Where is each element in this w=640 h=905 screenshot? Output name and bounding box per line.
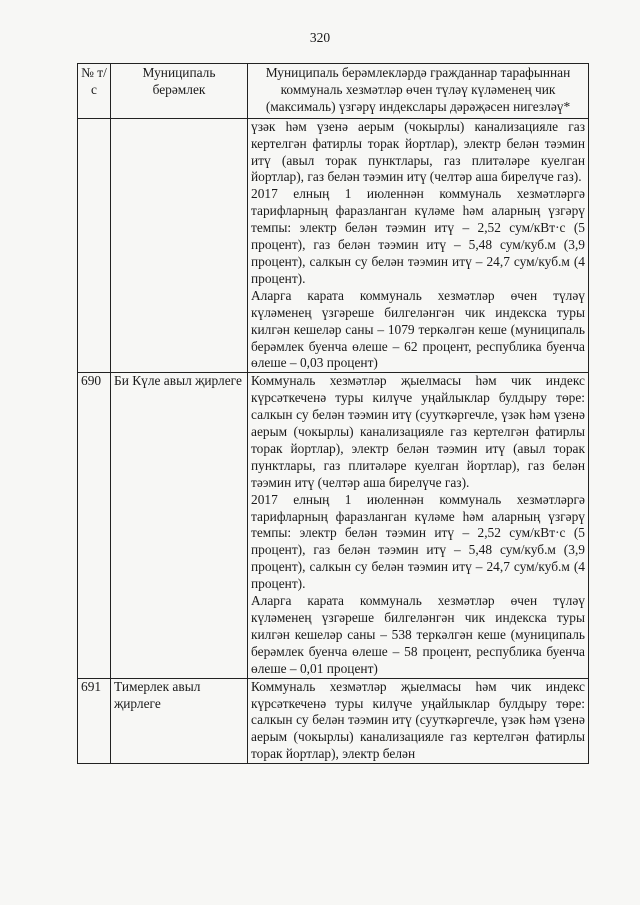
row-description xyxy=(248,118,589,373)
row-number xyxy=(78,118,111,373)
description-paragraph: Коммуналь хезмәтләр җыелмасы һәм чик индекс күрсәткеченә туры килүче уңайлыклар булдыру төре: салкын су белән тәэмин итү (сууткәргечле, үзәк һәм үзенә аерым (чокырлы) канализацияле газ кертелгән фатирлы торак йортлар), электр белән xyxy=(251,678,585,762)
row-number: 690 xyxy=(78,373,111,678)
header-municipality: Муниципаль берәмлек xyxy=(111,64,248,119)
table-row xyxy=(78,678,589,764)
description-paragraph: Аларга карата коммуналь хезмәтләр өчен түләү күләменең үзгәреше билгеләнгән чик индекска туры килгән кешеләр саны – 538 теркәлгән кеше (муниципаль берәмлек буенча өлеше – 58 процент, республика буенча өлеше – 0,01 процент) xyxy=(251,593,585,676)
row-municipality xyxy=(111,118,248,373)
description-paragraph: үзәк һәм үзенә аерым (чокырлы) канализацияле газ кертелгән фатирлы торак йортлар), электр белән тәэмин итү (авыл торак пунктлары, газ плитәләре куелган йортлар), газ белән тәэмин итү (челтәр аша бирелүче газ). xyxy=(251,118,585,185)
header-num: № т/с xyxy=(78,64,111,119)
table-row xyxy=(78,373,589,678)
description-paragraph: 2017 елның 1 июленнән коммуналь хезмәтләргә тарифларның фаразланган күләме һәм аларның үзгәрү темпы: электр белән тәэмин итү – 2,52 сум/кВт·с (5 процент), газ белән тәэмин итү – 5,48 сум/куб.м (3,9 процент), салкын су белән тәэмин итү – 24,7 сум/куб.м (4 процент). xyxy=(251,491,585,592)
header-description: Муниципаль берәмлекләрдә гражданнар тарафыннан коммуналь хезмәтләр өчен түләү күләменең чик (максималь) үзгәрү индекслары дәрәҗәсен нигезләү* xyxy=(248,64,589,119)
page-number: 320 xyxy=(309,30,331,45)
row-municipality: Би Күле авыл җирлеге xyxy=(111,373,248,678)
description-paragraph: Аларга карата коммуналь хезмәтләр өчен түләү күләменең үзгәреше билгеләнгән чик индекска туры килгән кешеләр саны – 1079 теркәлгән кеше (муниципаль берәмлек буенча өлеше – 62 процент, республика буенча өлеше – 0,03 процент) xyxy=(251,287,585,371)
description-paragraph: 2017 елның 1 июленнән коммуналь хезмәтләргә тарифларның фаразланган күләме һәм аларның үзгәрү темпы: электр белән тәэмин итү – 2,52 сум/кВт·с (5 процент), газ белән тәэмин итү – 5,48 сум/куб.м (3,9 процент), салкын су белән тәэмин итү – 24,7 сум/куб.м (4 процент). xyxy=(251,186,585,286)
row-number: 691 xyxy=(78,678,111,764)
tariff-table xyxy=(77,63,589,764)
row-description xyxy=(248,678,589,764)
description-paragraph: Коммуналь хезмәтләр җыелмасы һәм чик индекс күрсәткеченә туры килүче уңайлыклар булдыру төре: салкын су белән тәэмин итү (сууткәргечле, үзәк һәм үзенә аерым (чокырлы) канализацияле газ кертелгән фатирлы торак йортлар), электр белән тәэмин итү (авыл торак пунктлары, газ плитәләре куелган йортлар), газ белән тәэмин итү (челтәр аша бирелүче газ). xyxy=(251,373,585,490)
table-row xyxy=(78,118,589,373)
row-description xyxy=(248,373,589,678)
table-header-row xyxy=(78,64,589,119)
row-municipality: Тимерлек авыл җирлеге xyxy=(111,678,248,764)
